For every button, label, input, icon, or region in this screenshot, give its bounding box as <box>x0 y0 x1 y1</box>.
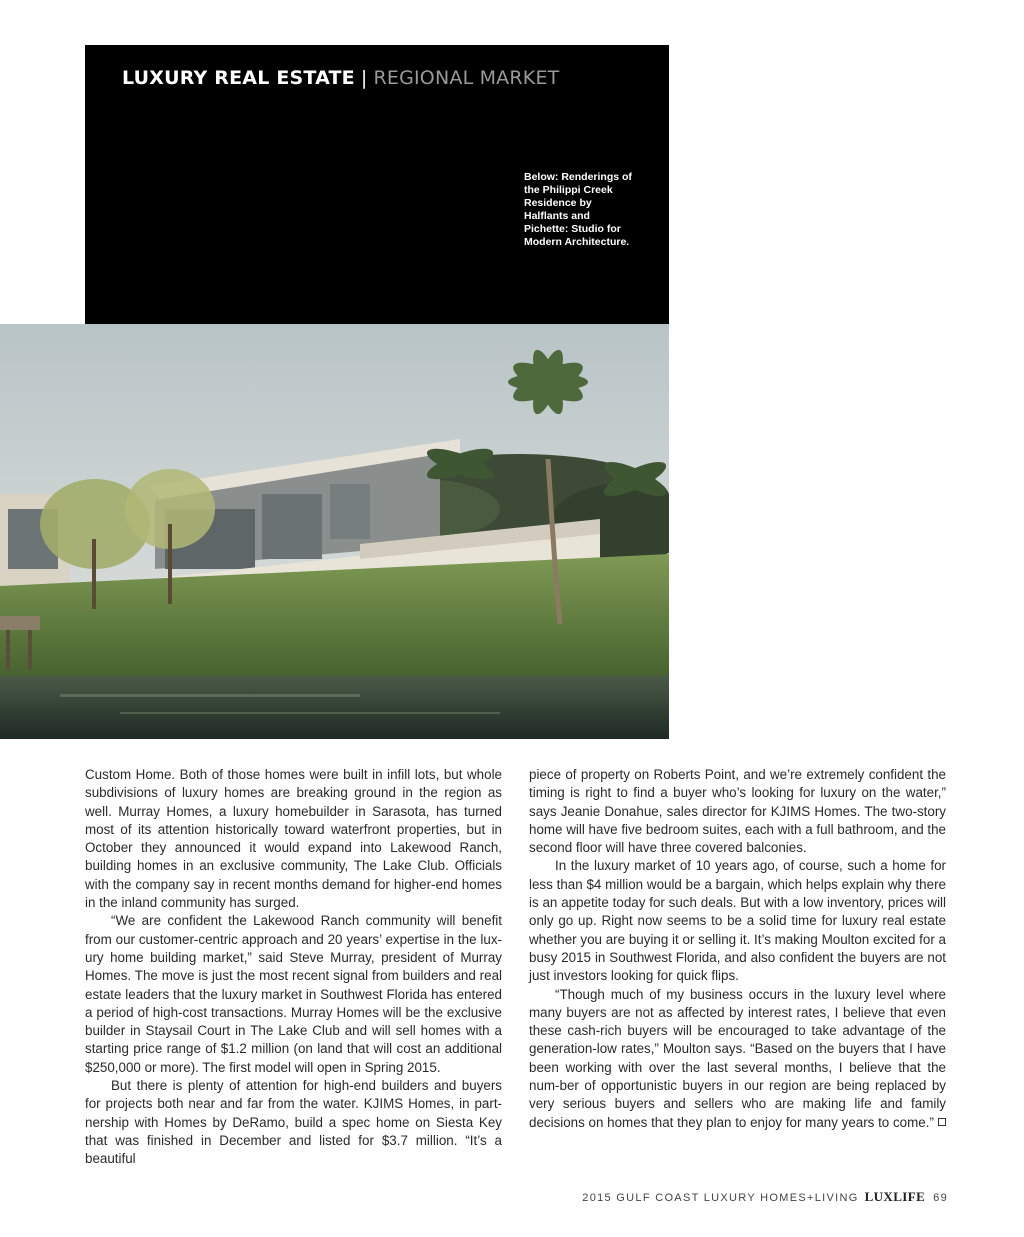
article-paragraph: “We are confident the Lakewood Ranch community will benefit from our customer-centric approach and 20 years’ expertise in the lux-ury home building market,” said Steve Murray, president of Murray Homes. The move is just the most recent signal from builders and real estate leaders that the luxury market in Southwest Florida has entered a period of high-cost transactions. Murray Homes will be the exclusive builder in Staysail Court in The Lake Club and will sell homes with a starting price range of $1.2 million (on land that will cost an additional $250,000 or more). The first model will open in Spring 2015. <box>85 913 502 1075</box>
section-label: LUXURY REAL ESTATE <box>122 67 355 89</box>
article-paragraph: piece of property on Roberts Point, and we’re extremely confident the timing is right to find a buyer who’s looking for luxury on the water,” says Jeanie Donahue, sales director for KJIMS Homes. The two-story home will have five bedroom suites, each with a full bathroom, and the second floor will have three covered balconies. <box>529 767 946 856</box>
brand-logo: LUXLIFE <box>864 1189 926 1204</box>
photo-caption: Below: Renderings of the Philippi Creek Residence by Halflants and Pichette: Studio for Modern Architecture. <box>524 171 632 248</box>
subsection-label: REGIONAL MARKET <box>373 67 560 89</box>
section-title <box>122 67 559 89</box>
house-rendering-image <box>0 324 669 739</box>
article-paragraph-last <box>529 986 946 1132</box>
article-paragraph-text: “Though much of my business occurs in the luxury level where many buyers are not as affected by interest rates, I believe that even these cash-rich buyers will be encouraged to take advantage of the generation-low rates,” Moulton says. “Based on the buyers that I have been working with over the last several months, I believe that the num-ber of opportunistic buyers in our region are being replaced by very serious buyers and sellers who are making life and family decisions on homes that they plan to enjoy for many years to come.” <box>529 986 946 1130</box>
page-footer <box>582 1189 948 1205</box>
page-number: 69 <box>933 1192 948 1204</box>
publication-name: 2015 GULF COAST LUXURY HOMES+LIVING <box>582 1192 859 1204</box>
end-of-article-icon <box>938 1118 946 1126</box>
article-paragraph: In the luxury market of 10 years ago, of course, such a home for less than $4 million would be a bargain, which helps explain why there is an appetite today for such deals. But with a low inventory, prices will only go up. Right now seems to be a solid time for luxury real estate whether you are buying it or selling it. It’s making Moulton excited for a busy 2015 in Southwest Florida, and also confident the buyers are not just investors looking for quick flips. <box>529 858 946 984</box>
article-column-left <box>85 766 502 1169</box>
title-separator: | <box>360 67 368 89</box>
header-block <box>85 45 669 324</box>
article-paragraph: But there is plenty of attention for high-end builders and buyers for projects both near and far from the water. KJIMS Homes, in part-nership with Homes by DeRamo, build a spec home on Siesta Key that was finished in December and listed for $3.7 million. “It’s a beautiful <box>85 1078 502 1167</box>
article-paragraph: Custom Home. Both of those homes were built in infill lots, but whole subdivisions of luxury homes are breaking ground in the region as well. Murray Homes, a luxury homebuilder in Sarasota, has turned most of its attention historically toward waterfront properties, but in October they announced it would expand into Lakewood Ranch, building homes in an exclusive community, The Lake Club. Officials with the company say in recent months demand for higher-end homes in the inland community has surged. <box>85 767 502 911</box>
article-column-right <box>529 766 946 1132</box>
